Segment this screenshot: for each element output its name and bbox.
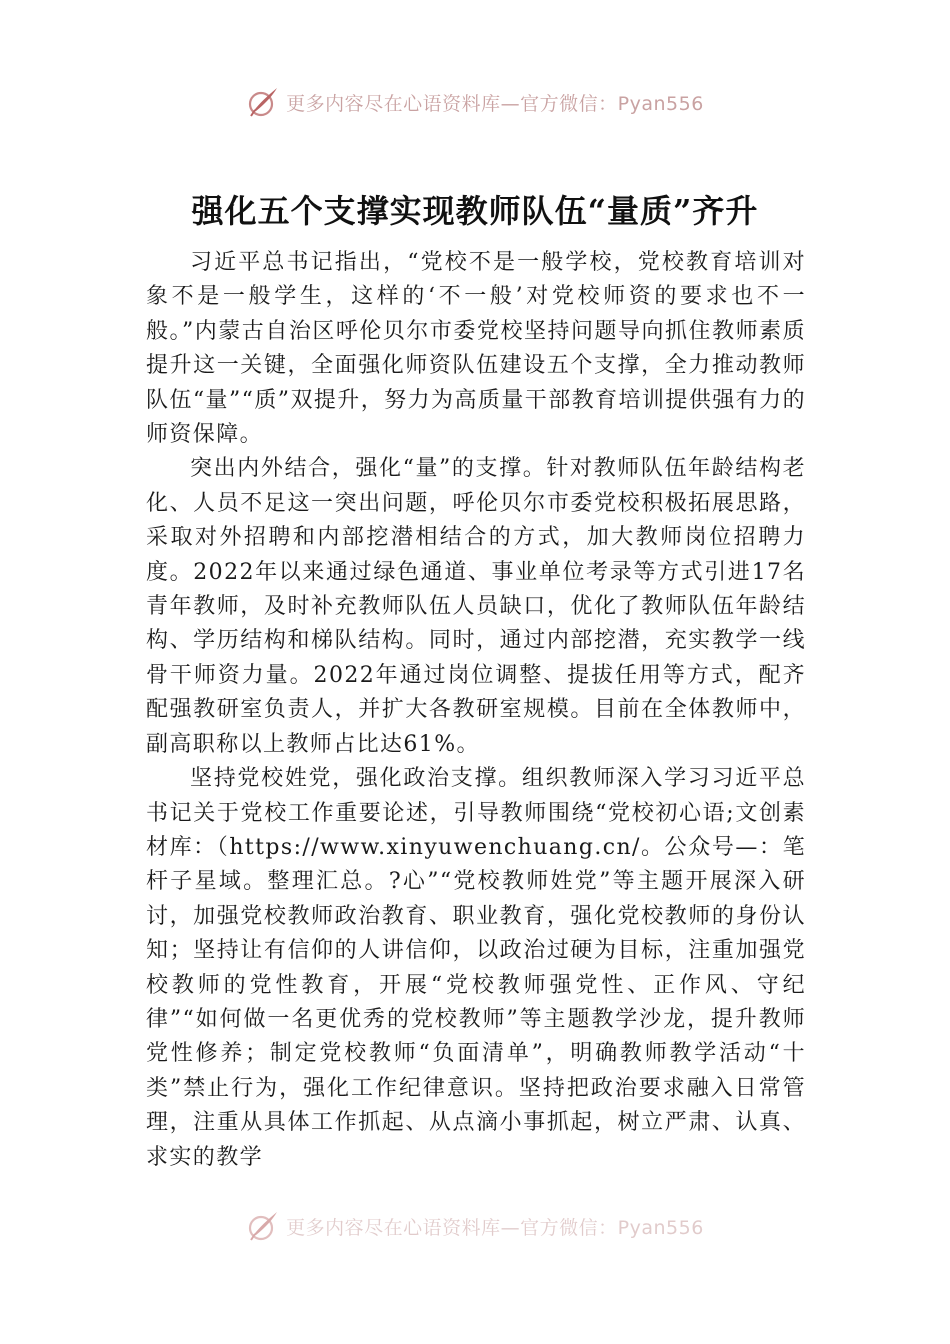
header-watermark <box>0 82 950 122</box>
watermark-text: 更多内容尽在心语资料库—官方微信：Pyan556 <box>286 92 704 115</box>
article-title: 强化五个支撑实现教师队伍“量质”齐升 <box>191 192 759 230</box>
paragraph-political-support: 坚持党校姓党，强化政治支撑。组织教师深入学习习近平总书记关于党校工作重要论述，引导教师围绕“党校初心语;文创素材库：（https://www.xinyuwenchuang.cn/。公众号—：笔杆子星域。整理汇总。?心”“党校教师姓党”等主题开展深入研讨，加强党校教师政治教育、职业教育，强化党校教师的身份认知；坚持让有信仰的人讲信仰，以政治过硬为目标，注重加强党校教师的党性教育，开展“党校教师强党性、正作风、守纪律”“如何做一名更优秀的党校教师”等主题教学沙龙，提升教师党性修养；制定党校教师“负面清单”，明确教师教学活动“十类”禁止行为，强化工作纪律意识。坚持把政治要求融入日常管理，注重从具体工作抓起、从点滴小事抓起，树立严肃、认真、求实的教学 <box>146 766 806 1170</box>
footer-watermark <box>0 1206 950 1246</box>
article-body <box>146 246 806 1224</box>
paragraph-quantity-support: 突出内外结合，强化“量”的支撑。针对教师队伍年龄结构老化、人员不足这一突出问题，呼伦贝尔市委党校积极拓展思路，采取对外招聘和内部挖潜相结合的方式，加大教师岗位招聘力度。2022年以来通过绿色通道、事业单位考录等方式引进17名青年教师，及时补充教师队伍人员缺口，优化了教师队伍年龄结构、学历结构和梯队结构。同时，通过内部挖潜，充实教学一线骨干师资力量。2022年通过岗位调整、提拔任用等方式，配齐配强教研室负责人，并扩大各教研室规模。目前在全体教师中，副高职称以上教师占比达61%。 <box>146 456 806 757</box>
quill-pen-logo-icon <box>246 1209 280 1243</box>
paragraph-intro: 习近平总书记指出，“党校不是一般学校，党校教育培训对象不是一般学生，这样的‘不一般’对党校师资的要求也不一般。”内蒙古自治区呼伦贝尔市委党校坚持问题导向抓住教师素质提升这一关键，全面强化师资队伍建设五个支撑，全力推动教师队伍“量”“质”双提升，努力为高质量干部教育培训提供强有力的师资保障。 <box>146 250 806 448</box>
quill-pen-logo-icon <box>246 85 280 119</box>
watermark-text: 更多内容尽在心语资料库—官方微信：Pyan556 <box>286 1216 704 1239</box>
